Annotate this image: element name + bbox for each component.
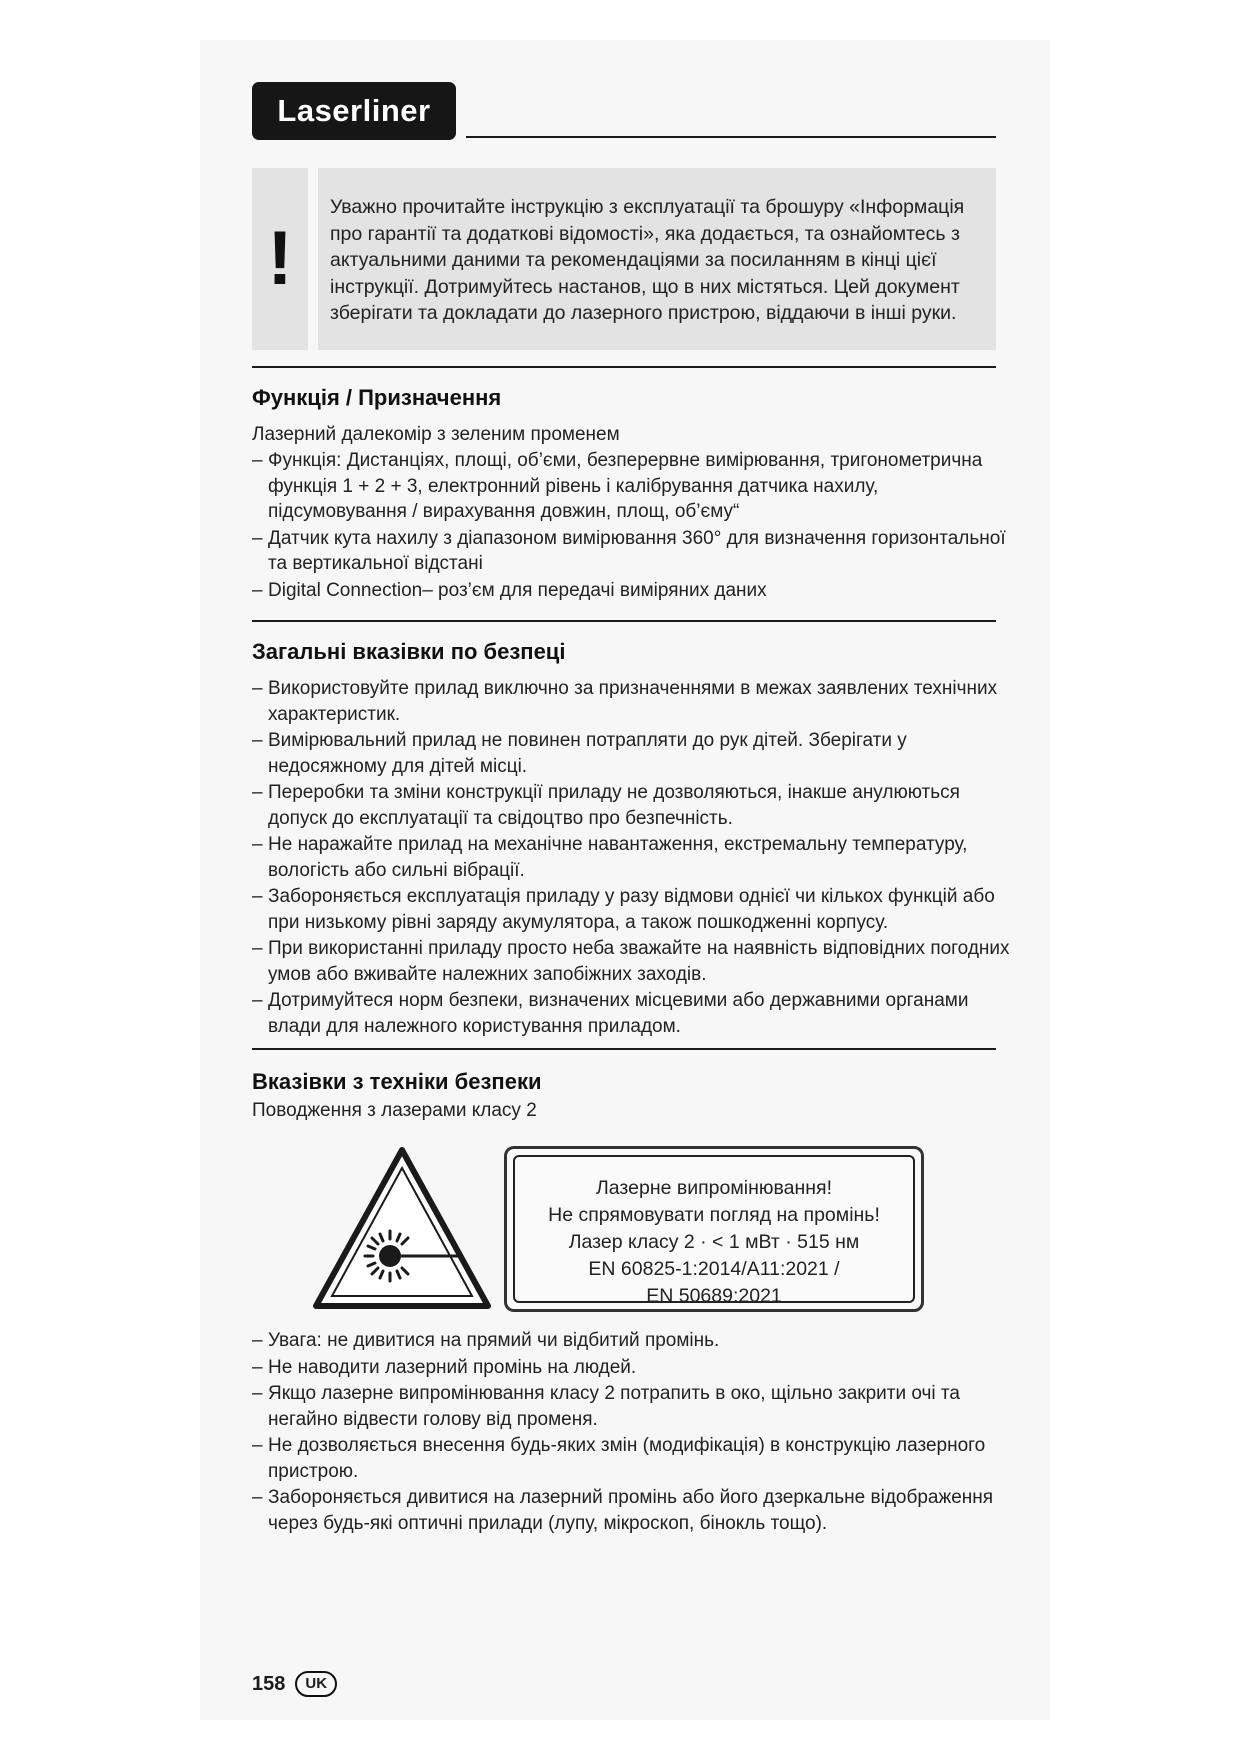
list-item: – Не наводити лазерний промінь на людей. [252,1355,1012,1381]
laser-warning-triangle-icon [312,1146,492,1310]
list-item: – Digital Connection– роз’єм для передачі виміряних даних [252,578,1012,604]
safety-heading: Загальні вказівки по безпеці [252,639,566,664]
sign-line: EN 50689:2021 [646,1285,782,1307]
section-divider [252,1048,996,1050]
list-item: – Дотримуйтеся норм безпеки, визначених місцевими або державними органами влади для належного користування приладом. [252,988,1012,1039]
exclamation-icon: ! [252,168,308,350]
list-item: – Забороняється експлуатація приладу у разу відмови однієї чи кількох функцій або при низькому рівні заряду акумулятора, а також пошкодженні корпусу. [252,884,1012,935]
laser-warning-sign [504,1146,924,1312]
brand-logo: Laserliner [252,82,456,140]
language-badge: UK [295,1671,337,1697]
laser-subheading: Поводження з лазерами класу 2 [252,1100,537,1121]
list-item: – Використовуйте прилад виключно за призначеннями в межах заявлених технічних характеристик. [252,676,1012,727]
list-item: – При використанні приладу просто неба зважайте на наявність відповідних погодних умов або вживайте належних запобіжних заходів. [252,936,1012,987]
laser-sign-text [513,1155,915,1307]
sign-line: Не спрямовувати погляд на промінь! [548,1204,880,1226]
list-item: – Забороняється дивитися на лазерний промінь або його дзеркальне відображення через будь-які оптичні прилади (лупу, мікроскоп, бінокль тощо). [252,1485,1012,1536]
list-item: – Не наражайте прилад на механічне навантаження, екстремальну температуру, вологість або сильні вібрації. [252,832,1012,883]
laser-list [252,1328,1012,1537]
page-number: 158 [252,1673,286,1695]
notice-box [252,168,996,350]
list-item: – Датчик кута нахилу з діапазоном вимірювання 360° для визначення горизонтальної та вертикальної відстані [252,526,1012,577]
laser-heading: Вказівки з техніки безпеки [252,1069,542,1094]
page-footer [252,1670,337,1698]
header-rule [466,136,996,138]
function-intro: Лазерний далекомір з зеленим променем [252,424,620,445]
sign-line: Лазер класу 2 · < 1 мВт · 515 нм [568,1231,860,1253]
function-list [252,448,1012,604]
section-divider [252,366,996,368]
section-divider [252,620,996,622]
notice-text: Уважно прочитайте інструкцію з експлуатації та брошуру «Інформація про гарантії та додаткові відомості», яка додається, та ознайомтесь з актуальними даними та рекомендаціями за посиланням в кінці цієї інструкції. Дотримуйтесь настанов, що в них містяться. Цей документ зберігати та докладати до лазерного пристрою, віддаючи в інші руки. [318,168,996,350]
list-item: – Увага: не дивитися на прямий чи відбитий промінь. [252,1328,1012,1354]
safety-list [252,676,1012,1040]
list-item: – Не дозволяється внесення будь-яких змін (модифікація) в конструкцію лазерного пристрою. [252,1433,1012,1484]
list-item: – Переробки та зміни конструкції приладу не дозволяються, інакше анулюються допуск до експлуатації та свідоцтво про безпечність. [252,780,1012,831]
list-item: – Якщо лазерне випромінювання класу 2 потрапить в око, щільно закрити очі та негайно відвести голову від променя. [252,1381,1012,1432]
sign-line: EN 60825-1:2014/A11:2021 / [588,1258,840,1280]
function-heading: Функція / Призначення [252,385,502,410]
list-item: – Функція: Дистанціях, площі, об’єми, безперервне вимірювання, тригонометрична функція 1 + 2 + 3, електронний рівень і калібрування датчика нахилу, підсумовування / вирахування довжин, площ, об’єму“ [252,448,1012,525]
list-item: – Вимірювальний прилад не повинен потрапляти до рук дітей. Зберігати у недосяжному для дітей місці. [252,728,1012,779]
sign-line: Лазерне випромінювання! [596,1177,832,1199]
